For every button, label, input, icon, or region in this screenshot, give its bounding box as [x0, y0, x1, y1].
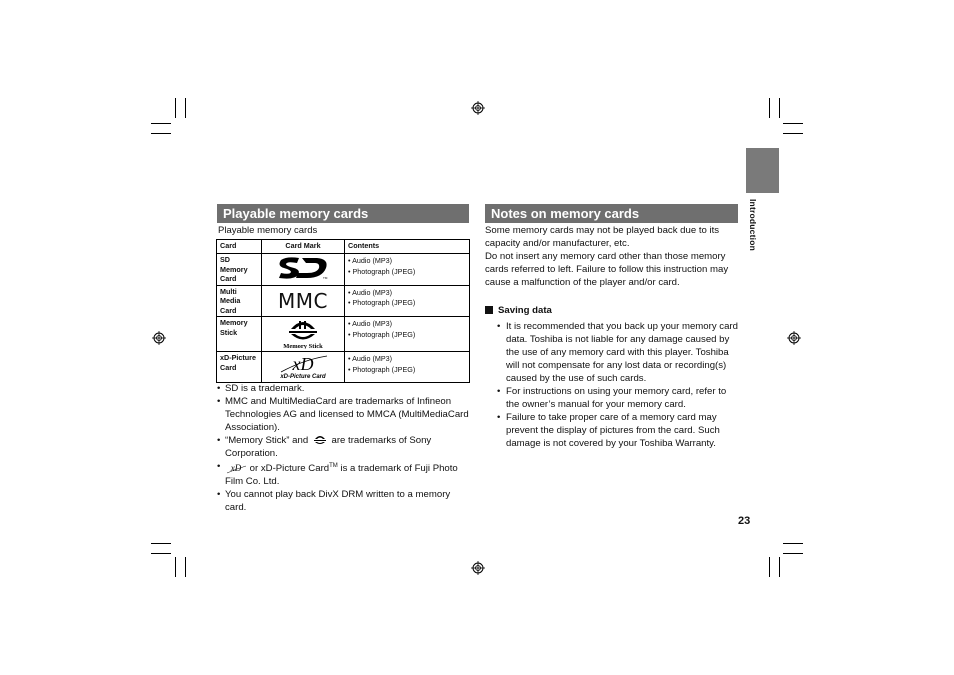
svg-text:xD: • xD — [230, 463, 242, 474]
table-row — [217, 317, 470, 352]
registration-mark-icon — [471, 561, 485, 575]
saving-data-list — [497, 320, 741, 450]
list-item: • It is recommended that you back up your memory card data. Toshiba is not liable for any damage caused by the use of any memory card with this player. Toshiba will not compensate for any lost data or recording(s) caused by the use of such cards. — [497, 320, 741, 385]
card-mark-cell — [262, 317, 345, 352]
mmc-logo: MMC — [278, 288, 328, 313]
memory-stick-logo-icon — [273, 317, 333, 349]
content-item: • Photograph (JPEG) — [348, 298, 416, 307]
crop-mark — [769, 98, 770, 118]
table-row — [217, 285, 470, 317]
card-name: xD-Picture Card — [217, 352, 262, 383]
column-header: Card — [217, 240, 262, 254]
memory-stick-logo-text: Memory Stick — [283, 343, 323, 349]
playable-cards-heading: Playable memory cards — [217, 204, 469, 223]
notes-intro — [485, 224, 741, 289]
crop-mark — [783, 133, 803, 134]
content-item: • Photograph (JPEG) — [348, 364, 416, 374]
crop-mark — [783, 543, 803, 544]
notes-heading: Notes on memory cards — [485, 204, 738, 223]
list-item: • For instructions on using your memory card, refer to the owner’s manual for your memory card. — [497, 385, 741, 411]
registration-mark-icon — [787, 331, 801, 345]
column-header: Card Mark — [262, 240, 345, 254]
sd-logo-icon — [277, 256, 329, 280]
crop-mark — [151, 543, 171, 544]
memory-card-table — [216, 239, 470, 383]
crop-mark — [769, 557, 770, 577]
card-mark-cell — [262, 285, 345, 317]
content-item: • Audio (MP3) — [348, 287, 393, 297]
intro-paragraph: Some memory cards may not be played back due to its capacity and/or manufacturer, etc. — [485, 225, 720, 249]
card-name: Memory Stick — [217, 317, 262, 352]
crop-mark — [185, 557, 186, 577]
content-item: • Photograph (JPEG) — [348, 329, 416, 339]
crop-mark — [151, 123, 171, 124]
memory-stick-small-icon — [311, 434, 329, 446]
list-item: • Failure to take proper care of a memory card may prevent the display of pictures from the card. Such damage is not covered by your Toshiba Warranty. — [497, 411, 741, 450]
table-header-row — [217, 240, 470, 254]
content-item: • Audio (MP3) — [348, 319, 393, 328]
xd-small-icon — [225, 462, 247, 474]
list-item: • MMC and MultiMediaCard are trademarks of Infineon Technologies AG and licensed to MMCA (MultiMediaCard Association). — [217, 395, 473, 434]
section-tab — [746, 148, 779, 193]
svg-text:xD: xD — [292, 354, 314, 374]
crop-mark — [779, 98, 780, 118]
crop-mark — [175, 98, 176, 118]
card-name: SD Memory Card — [217, 254, 262, 286]
table-row — [217, 254, 470, 286]
list-item: • “Memory Stick” and are trademarks of Sony Corporation. — [217, 434, 473, 460]
crop-mark — [779, 557, 780, 577]
square-bullet-icon — [485, 306, 493, 314]
crop-mark — [151, 133, 171, 134]
crop-mark — [783, 123, 803, 124]
card-mark-cell — [262, 352, 345, 383]
card-contents — [345, 317, 470, 352]
list-item: • You cannot play back DivX DRM written to a memory card. — [217, 488, 473, 514]
trademark-notes — [217, 382, 473, 514]
column-header: Contents — [345, 240, 470, 254]
card-contents — [345, 285, 470, 317]
list-item: • xD or xD-Picture Card™ is a trademark of Fuji Photo Film Co. Ltd. — [217, 460, 473, 488]
intro-paragraph: Do not insert any memory card other than those memory cards referred to left. Failure to follow this instruction may cause a malfunction of the player and/or card. — [485, 251, 729, 288]
svg-text:TM: TM — [323, 276, 328, 281]
section-label: Introduction — [748, 199, 758, 251]
list-item: • SD is a trademark. — [217, 382, 473, 395]
content-item: • Audio (MP3) — [348, 354, 393, 363]
crop-mark — [175, 557, 176, 577]
crop-mark — [151, 553, 171, 554]
card-contents — [345, 254, 470, 286]
card-contents — [345, 352, 470, 383]
registration-mark-icon — [471, 101, 485, 115]
crop-mark — [185, 98, 186, 118]
content-item: • Photograph (JPEG) — [348, 266, 416, 276]
content-item: • Audio (MP3) — [348, 256, 393, 265]
table-row — [217, 352, 470, 383]
table-caption: Playable memory cards — [218, 225, 318, 236]
xd-picture-card-logo-icon — [271, 352, 335, 380]
registration-mark-icon — [152, 331, 166, 345]
saving-data-heading: Saving data — [485, 305, 552, 316]
page-number: 23 — [738, 515, 751, 527]
card-name: Multi Media Card — [217, 285, 262, 317]
crop-mark — [783, 553, 803, 554]
xd-logo-text: xD-Picture Card — [280, 374, 326, 380]
card-mark-cell — [262, 254, 345, 286]
